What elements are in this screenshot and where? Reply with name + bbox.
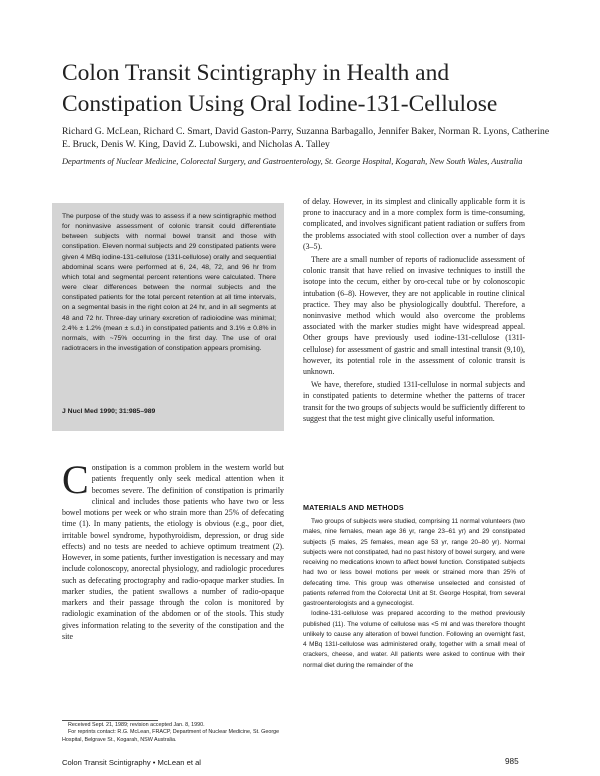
reprints-note: For reprints contact: R.G. McLean, FRACP, Department of Nuclear Medicine, St. George Hospital, Belgrave St., Kogarah, NSW Australia. (62, 729, 280, 743)
introduction-paragraph (62, 457, 284, 642)
introduction-text: onstipation is a common problem in the western world but patients frequently only seek medical attention when it becomes severe. The definition of constipation is primarily clinical and includes those patients who have two or less bowel motions per week or who strain more than 25% of defecating time (1). In many patients, the etiology is obvious (e.g., poor diet, irritable bowel syndrome, hypothyroidism, depression, or drug side effects) and no tests are needed to achieve optimum treatment (2). However, in some patients, further investigation is necessary and may include colonoscopy, anorectal physiology, and radiologic procedures such as defecating proctography and radio-opaque marker studies. In marker studies, the patient swallows a number of radio-opaque markers and their passage through the colon is monitored by radiologic examination of the abdomen or of the stools. This study gives information relating to the severity of the constipation and the site (62, 463, 284, 641)
body-paragraph: There are a small number of reports of radionuclide assessment of colonic transit that have relied on invasive techniques to instill the isotope into the cecum, either by oro-cecal tube or by colonoscopic intubation (6–8). However, they are not applicable in routine clinical practice. They may also be physiologically doubtful. Therefore, a noninvasive method which would also overcome the problems associated with the marker studies might have widespread appeal. Other groups have previously used iodine-131-cellulose (131I-cellulose) for assessment of gastric and small intestinal transit (9,10), however, its potential role in the assessment of colonic transit is unknown. (303, 255, 525, 377)
right-column-text (303, 196, 525, 424)
received-date-note: Received Sept. 21, 1989; revision accepted Jan. 8, 1990. (68, 722, 205, 728)
page-number: 985 (505, 757, 519, 766)
section-heading-methods: MATERIALS AND METHODS (303, 503, 404, 512)
body-paragraph: of delay. However, in its simplest and clinically applicable form it is prone to inaccuracy and in a more complex form is time-consuming, complicated, and involves significant patient radiation or suffers from the problems associated with stool collection over a number of days (3–5). (303, 197, 525, 251)
running-title: Colon Transit Scintigraphy • McLean et al (62, 758, 201, 767)
body-paragraph: We have, therefore, studied 131I-cellulose in normal subjects and in constipated patients to determine whether the patterns of tracer transit for the two groups of subjects would be sufficiently different to suggest that the test might give clinically useful information. (303, 380, 525, 423)
author-list: Richard G. McLean, Richard C. Smart, David Gaston-Parry, Suzanna Barbagallo, Jennifer Baker, Norman R. Lyons, Catherine E. Bruck, Denis W. King, David Z. Lubowski, and Nicholas A. Talley (62, 126, 550, 150)
methods-paragraph: Iodine-131-cellulose was prepared according to the method previously published (11). The volume of cellulose was <5 ml and was therefore thought unlikely to cause any alteration of bowel function. Following an overnight fast, 4 MBq 131I-cellulose was administered orally, together with a small meal of crackers, cheese, and water. All patients were asked to continue with their normal diet during the remainder of the (303, 610, 525, 669)
methods-paragraph: Two groups of subjects were studied, comprising 11 normal volunteers (two males, nine females, mean age 36 yr, range 23–61 yr) and 29 constipated subjects (5 males, 25 females, mean age 53 yr, range 20–80 yr). Normal subjects were not constipated, had no past history of bowel surgery, and were receiving no medications known to affect bowel function. Constipated subjects had two or less bowel motions per week or strained more than 25% of defecating time. This group was otherwise unselected and consisted of patients referred from the Colorectal Unit at St. George Hospital, from several gastroenterologists and a gynecologist. (303, 518, 525, 607)
footnote (62, 722, 284, 744)
footnote-rule (62, 720, 158, 721)
author-affiliation: Departments of Nuclear Medicine, Colorectal Surgery, and Gastroenterology, St. George Hospital, Kogarah, New South Wales, Australia (62, 157, 523, 166)
abstract-text: The purpose of the study was to assess if a new scintigraphic method for noninvasive assessment of colonic transit could differentiate between subjects with normal bowel transit and those with constipation. Eleven normal subjects and 29 constipated patients were given 4 MBq iodine-131-cellulose (131I-cellulose) orally and sequential abdominal scans were performed at 6, 24, 48, 72, and 96 hr from which total and segmental percent retentions were calculated. There were clear differences between the normal subjects and the constipated patients for the total percent retention at all time intervals, on a segmental basis in the right colon at 24 hr, and in all segments at 48 and 72 hr. Three-day urinary excretion of radioiodine was minimal; 2.4% ± 1.2% (mean ± s.d.) in constipated patients and 3.1% ± 0.8% in normals, with ~75% occurring in the first day. The use of oral radiotracers in the investigation of constipation appears promising. (62, 213, 276, 353)
drop-cap: C (62, 457, 89, 502)
article-title: Colon Transit Scintigraphy in Health and Constipation Using Oral Iodine-131-Cellulose (62, 60, 498, 117)
methods-text (303, 517, 525, 671)
journal-citation: J Nucl Med 1990; 31:985–989 (62, 408, 156, 415)
